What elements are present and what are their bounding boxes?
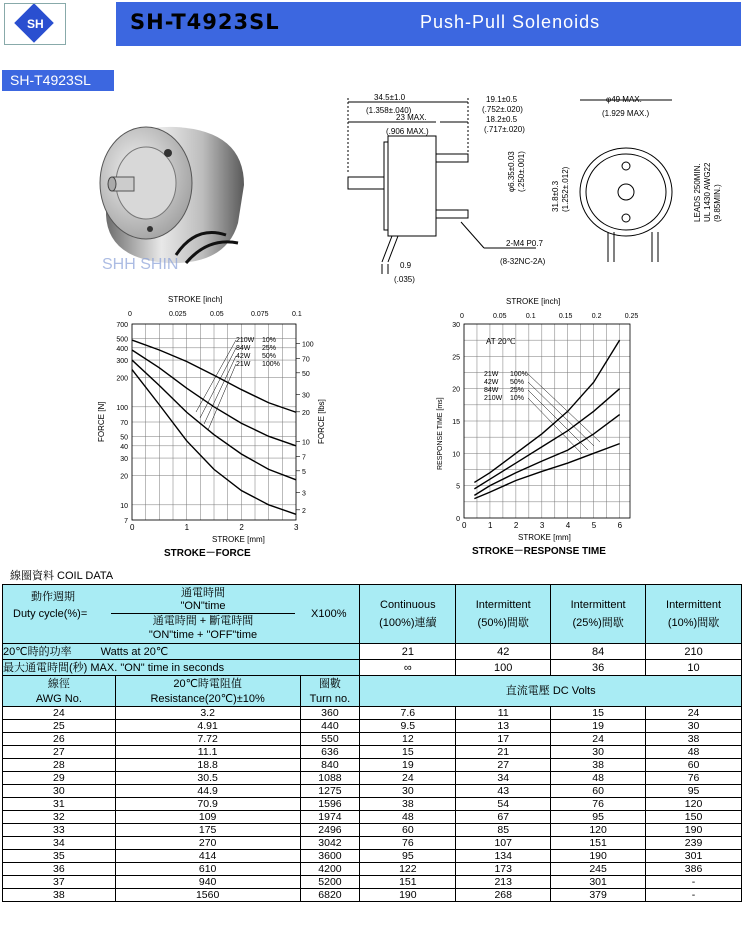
watts-row [3, 644, 742, 660]
table-cell: 386 [646, 863, 742, 876]
bottom-tick-label: 4 [565, 521, 571, 530]
table-cell: 173 [456, 863, 551, 876]
stroke-response-chart [430, 292, 646, 560]
model-tag: SH-T4923SL [2, 70, 114, 91]
legend-watts: 42W [236, 353, 251, 360]
dimension-label: (.752±.020) [482, 105, 523, 114]
table-cell: 301 [551, 876, 646, 889]
table-cell: 36 [3, 863, 116, 876]
table-cell: 19 [360, 759, 456, 772]
x-axis-title: STROKE [mm] [518, 533, 571, 542]
legend-leader [200, 348, 236, 418]
top-tick-label: 0.25 [624, 313, 639, 320]
left-tick-label: 70 [120, 420, 128, 427]
table-cell: 26 [3, 733, 116, 746]
dimension-label: (.250±.001) [517, 151, 526, 192]
table-row [3, 707, 742, 720]
left-tick-label: 500 [116, 336, 128, 344]
right-tick-label: 50 [302, 370, 310, 378]
table-cell: 60 [360, 824, 456, 837]
table-row [3, 876, 742, 889]
table-cell: 1275 [300, 785, 360, 798]
table-cell: 11.1 [115, 746, 300, 759]
table-cell: ∞ [360, 660, 456, 676]
table-cell: 150 [646, 811, 742, 824]
table-cell: 30 [646, 720, 742, 733]
cell-text: Intermittent [570, 599, 626, 611]
mode-cell [646, 585, 742, 644]
bottom-tick-label: 2 [513, 521, 519, 530]
table-row [3, 733, 742, 746]
dimension-label: 2-M4 P0.7 [506, 239, 543, 248]
legend-watts: 21W [484, 371, 499, 378]
table-cell: - [646, 876, 742, 889]
table-cell: 1974 [300, 811, 360, 824]
stroke-force-chart [96, 292, 326, 564]
bottom-tick-label: 0 [130, 523, 135, 532]
mode-cell [456, 585, 551, 644]
max-on-row [3, 660, 742, 676]
table-cell: 1596 [300, 798, 360, 811]
table-cell: 33 [3, 824, 116, 837]
legend-leader [528, 374, 600, 442]
table-cell: 24 [360, 772, 456, 785]
dimension-label: UL 1430 AWG22 [703, 162, 712, 222]
dimension-label: φ49 MAX. [606, 95, 642, 104]
bottom-tick-label: 1 [184, 523, 190, 532]
table-cell: 940 [115, 876, 300, 889]
table-cell: 38 [646, 733, 742, 746]
left-tick-label: 25 [452, 354, 460, 362]
table-cell: 24 [3, 707, 116, 720]
table-row [3, 720, 742, 733]
table-cell: 60 [646, 759, 742, 772]
cell-text: 20℃時電阻值 [173, 677, 242, 690]
top-tick-label: 0.025 [169, 311, 187, 318]
table-cell: 122 [360, 863, 456, 876]
legend-percent: 100% [262, 361, 280, 368]
table-row [3, 863, 742, 876]
table-cell: 30 [360, 785, 456, 798]
top-tick-label: 0.1 [525, 313, 536, 320]
right-tick-label: 100 [302, 341, 314, 349]
table-row [3, 772, 742, 785]
table-cell: 268 [456, 889, 551, 902]
chart-caption: STROKE－RESPONSE TIME [472, 546, 606, 557]
series-line [474, 444, 619, 499]
numerator-en: "ON"time [180, 600, 226, 612]
bottom-tick-label: 3 [294, 523, 299, 532]
dimension-label: φ6.35±0.03 [507, 151, 516, 192]
left-tick-label: 30 [120, 456, 128, 464]
table-cell: 25 [3, 720, 116, 733]
table-cell: 190 [551, 850, 646, 863]
title-bar [116, 2, 741, 46]
table-cell: 36 [551, 660, 646, 676]
table-cell: 43 [456, 785, 551, 798]
table-row [3, 785, 742, 798]
cell-text: Turn no. [309, 692, 351, 705]
cell-text: AWG No. [35, 692, 82, 705]
duty-cycle-cell [3, 585, 360, 644]
series-line [474, 415, 619, 496]
table-cell: 24 [646, 707, 742, 720]
cell-text: (50%)間歇 [477, 617, 529, 629]
table-cell: 95 [360, 850, 456, 863]
right-tick-label: 10 [302, 439, 310, 447]
left-tick-label: 5 [456, 483, 460, 491]
left-tick-label: 20 [452, 386, 460, 394]
condition-label: AT 20℃ [486, 337, 516, 346]
top-tick-label: 0.075 [251, 311, 269, 318]
cell-text: 線徑 [47, 677, 70, 690]
top-tick-label: 0.2 [591, 313, 602, 320]
table-cell: 151 [551, 837, 646, 850]
table-row [3, 746, 742, 759]
chart-caption: STROKE－FORCE [164, 548, 251, 559]
table-cell: 34 [456, 772, 551, 785]
dimension-label: (8-32NC-2A) [500, 257, 546, 266]
table-cell: 29 [3, 772, 116, 785]
table-cell: 76 [551, 798, 646, 811]
dimension-label: 34.5±1.0 [374, 93, 406, 102]
right-tick-label: 30 [302, 392, 310, 400]
table-cell: 175 [115, 824, 300, 837]
product-photo [76, 105, 252, 273]
legend-watts: 84W [484, 387, 499, 394]
cell-text [3, 585, 359, 643]
denominator-en: "ON"time + "OFF"time [148, 629, 258, 641]
table-cell: 76 [360, 837, 456, 850]
left-tick-label: 10 [452, 451, 460, 459]
numerator-cn: 通電時間 [181, 587, 225, 599]
table-cell: 38 [551, 759, 646, 772]
table-cell: 1560 [115, 889, 300, 902]
table-cell: 95 [551, 811, 646, 824]
table-row [3, 759, 742, 772]
dimension-label: (.906 MAX.) [386, 127, 429, 136]
table-cell: 210 [646, 644, 742, 660]
table-cell: 24 [551, 733, 646, 746]
left-tick-label: 30 [452, 322, 460, 329]
legend-leader [196, 340, 236, 412]
table-cell: 35 [3, 850, 116, 863]
table-cell: 60 [551, 785, 646, 798]
table-cell: 30 [3, 785, 116, 798]
right-tick-label: 2 [302, 507, 306, 515]
table-cell: 42 [456, 644, 551, 660]
model-title: SH-T4923SL [130, 10, 280, 34]
legend-leader [204, 356, 236, 424]
left-tick-label: 50 [120, 434, 128, 442]
table-cell: 18.8 [115, 759, 300, 772]
right-tick-label: 20 [302, 409, 310, 417]
column-header-row [3, 676, 742, 707]
table-cell: 109 [115, 811, 300, 824]
table-cell: 6820 [300, 889, 360, 902]
top-tick-label: 0.1 [292, 311, 302, 318]
mode-cell [551, 585, 646, 644]
right-tick-label: 3 [302, 490, 306, 498]
table-cell: 15 [551, 707, 646, 720]
table-cell: 48 [360, 811, 456, 824]
table-cell: 610 [115, 863, 300, 876]
table-cell: 5200 [300, 876, 360, 889]
left-tick-label: 20 [120, 473, 128, 481]
series-line [474, 389, 619, 489]
table-cell: 440 [300, 720, 360, 733]
table-cell: 44.9 [115, 785, 300, 798]
legend-watts: 21W [236, 361, 251, 368]
table-cell: 67 [456, 811, 551, 824]
table-cell: 19 [551, 720, 646, 733]
left-tick-label: 7 [124, 518, 128, 525]
mode-cell [360, 585, 456, 644]
bottom-tick-label: 6 [617, 521, 623, 530]
left-tick-label: 300 [116, 358, 128, 366]
table-cell: 27 [3, 746, 116, 759]
y-axis-title: FORCE [N] [97, 401, 106, 442]
table-cell: 12 [360, 733, 456, 746]
series-line [474, 340, 619, 482]
cell-text: Continuous [380, 599, 436, 611]
y2-axis-title: FORCE [lbs] [317, 399, 326, 444]
cell-text: (25%)間歇 [572, 617, 624, 629]
legend-percent: 10% [262, 337, 277, 344]
table-cell: 28 [3, 759, 116, 772]
table-cell: 120 [646, 798, 742, 811]
table-cell: 1088 [300, 772, 360, 785]
logo-text: SH [27, 17, 44, 31]
dimension-label: (1.252±.012) [561, 166, 570, 212]
table-row [3, 824, 742, 837]
bottom-tick-label: 3 [539, 521, 545, 530]
table-cell: 7.72 [115, 733, 300, 746]
left-tick-label: 400 [116, 345, 128, 353]
dimension-label: (1.358±.040) [366, 106, 412, 115]
table-cell: 17 [456, 733, 551, 746]
table-cell: 31 [3, 798, 116, 811]
table-cell: 190 [646, 824, 742, 837]
y-axis-title: RESPONSE TIME [ms] [437, 397, 444, 470]
table-cell: 270 [115, 837, 300, 850]
table-cell: 48 [551, 772, 646, 785]
table-cell: 84 [551, 644, 646, 660]
top-tick-label: 0 [460, 313, 464, 320]
table-cell: 107 [456, 837, 551, 850]
company-logo [4, 3, 66, 45]
table-cell: 30.5 [115, 772, 300, 785]
table-row [3, 850, 742, 863]
dimension-label: 18.2±0.5 [486, 115, 518, 124]
bottom-tick-label: 5 [591, 521, 597, 530]
right-tick-label: 70 [302, 356, 310, 364]
table-cell: 32 [3, 811, 116, 824]
table-cell: 414 [115, 850, 300, 863]
cell-text: (100%)連續 [379, 617, 437, 629]
coil-data-title: 線圈資料 COIL DATA [10, 570, 114, 582]
cell-text: Resistance(20℃)±10% [150, 692, 265, 705]
table-row [3, 811, 742, 824]
table-cell [115, 676, 300, 707]
right-tick-label: 7 [302, 454, 306, 462]
cell-text: (10%)間歇 [667, 617, 720, 629]
table-cell: 70.9 [115, 798, 300, 811]
denominator-cn: 通電時間 + 斷電時間 [152, 615, 254, 627]
dimension-label: (1.929 MAX.) [602, 109, 650, 118]
top-tick-label: 0.05 [210, 311, 224, 318]
table-cell: 76 [646, 772, 742, 785]
table-cell: 3042 [300, 837, 360, 850]
table-cell: 4.91 [115, 720, 300, 733]
table-cell: 13 [456, 720, 551, 733]
top-tick-label: 0.05 [492, 313, 507, 320]
left-tick-label: 15 [452, 419, 460, 426]
left-tick-label: 100 [116, 404, 128, 412]
table-cell: 38 [360, 798, 456, 811]
bottom-tick-label: 2 [239, 523, 244, 532]
legend-watts: 210W [484, 395, 503, 402]
table-cell: 190 [360, 889, 456, 902]
table-cell: 3600 [300, 850, 360, 863]
table-cell: 151 [360, 876, 456, 889]
series-title: Push-Pull Solenoids [420, 12, 601, 32]
legend-percent: 50% [510, 379, 525, 386]
table-cell: 7.6 [360, 707, 456, 720]
top-axis-title: STROKE [inch] [506, 297, 561, 306]
dc-volts-header: 直流電壓 DC Volts [360, 676, 742, 707]
bottom-tick-label: 1 [487, 521, 493, 530]
table-cell: 239 [646, 837, 742, 850]
table-cell: 15 [360, 746, 456, 759]
table-cell: 48 [646, 746, 742, 759]
table-cell: 3.2 [115, 707, 300, 720]
x-axis-title: STROKE [mm] [212, 535, 265, 544]
table-cell: 11 [456, 707, 551, 720]
table-cell: 134 [456, 850, 551, 863]
left-tick-label: 0 [456, 516, 460, 523]
table-cell [300, 676, 360, 707]
legend-watts: 210W [236, 337, 255, 344]
bottom-tick-label: 0 [462, 521, 467, 530]
watts-cn: 20℃時的功率 [3, 645, 72, 658]
table-cell: 4200 [300, 863, 360, 876]
table-cell: 301 [646, 850, 742, 863]
watts-en: Watts at 20℃ [100, 645, 169, 658]
table-cell: 38 [3, 889, 116, 902]
duty-cn: 動作週期 [31, 591, 75, 603]
photo-watermark: SHH SHIN [102, 256, 179, 273]
table-cell: 21 [456, 746, 551, 759]
table-cell: 840 [300, 759, 360, 772]
duty-label: Duty cycle(%)= [13, 608, 88, 620]
table-cell: 100 [456, 660, 551, 676]
cell-text: Intermittent [475, 599, 531, 611]
table-cell: 379 [551, 889, 646, 902]
table-cell: 550 [300, 733, 360, 746]
table-row [3, 837, 742, 850]
table-cell: 120 [551, 824, 646, 837]
dimension-label: 23 MAX. [396, 113, 427, 122]
table-cell: 10 [646, 660, 742, 676]
table-cell: 34 [3, 837, 116, 850]
table-cell: 37 [3, 876, 116, 889]
table-cell: 85 [456, 824, 551, 837]
table-cell: 245 [551, 863, 646, 876]
dimension-label: 31.8±0.3 [551, 180, 560, 212]
left-tick-label: 40 [120, 443, 128, 451]
table-row [3, 889, 742, 902]
cell-text: 圈數 [318, 677, 341, 690]
table-cell [3, 676, 116, 707]
table-cell: - [646, 889, 742, 902]
x100-label: X100% [311, 608, 347, 620]
table-cell: 213 [456, 876, 551, 889]
legend-percent: 10% [510, 395, 525, 402]
coil-data-table [2, 584, 742, 902]
table-cell: 636 [300, 746, 360, 759]
cell-text: Intermittent [666, 599, 722, 611]
right-tick-label: 5 [302, 468, 306, 476]
table-cell: 21 [360, 644, 456, 660]
legend-percent: 25% [510, 387, 525, 394]
top-axis-title: STROKE [inch] [168, 295, 223, 304]
table-cell: 30 [551, 746, 646, 759]
top-tick-label: 0.15 [558, 313, 573, 320]
dimension-label: LEADS 250MIN. [693, 163, 702, 222]
dimension-drawing [336, 92, 736, 292]
dimension-label: 19.1±0.5 [486, 95, 518, 104]
legend-percent: 25% [262, 345, 277, 352]
table-cell: 54 [456, 798, 551, 811]
fraction-line [111, 613, 295, 614]
dimension-label: (.717±.020) [484, 125, 525, 134]
left-tick-label: 200 [116, 375, 128, 383]
dimension-label: 0.9 [400, 261, 412, 270]
dimension-label: (9.85MIN.) [713, 184, 722, 222]
table-row [3, 798, 742, 811]
table-cell: 2496 [300, 824, 360, 837]
max-on-label: 最大通電時間(秒) MAX. "ON" time in seconds [3, 660, 360, 676]
table-cell: 360 [300, 707, 360, 720]
left-tick-label: 10 [120, 502, 128, 510]
top-tick-label: 0 [128, 311, 132, 318]
legend-percent: 100% [510, 371, 528, 378]
legend-percent: 50% [262, 353, 277, 360]
legend-watts: 42W [484, 379, 499, 386]
legend-watts: 84W [236, 345, 251, 352]
left-tick-label: 700 [116, 322, 128, 329]
table-cell: 27 [456, 759, 551, 772]
dimension-label: (.035) [394, 275, 415, 284]
table-cell: 95 [646, 785, 742, 798]
table-cell: 9.5 [360, 720, 456, 733]
table-cell [3, 644, 360, 660]
